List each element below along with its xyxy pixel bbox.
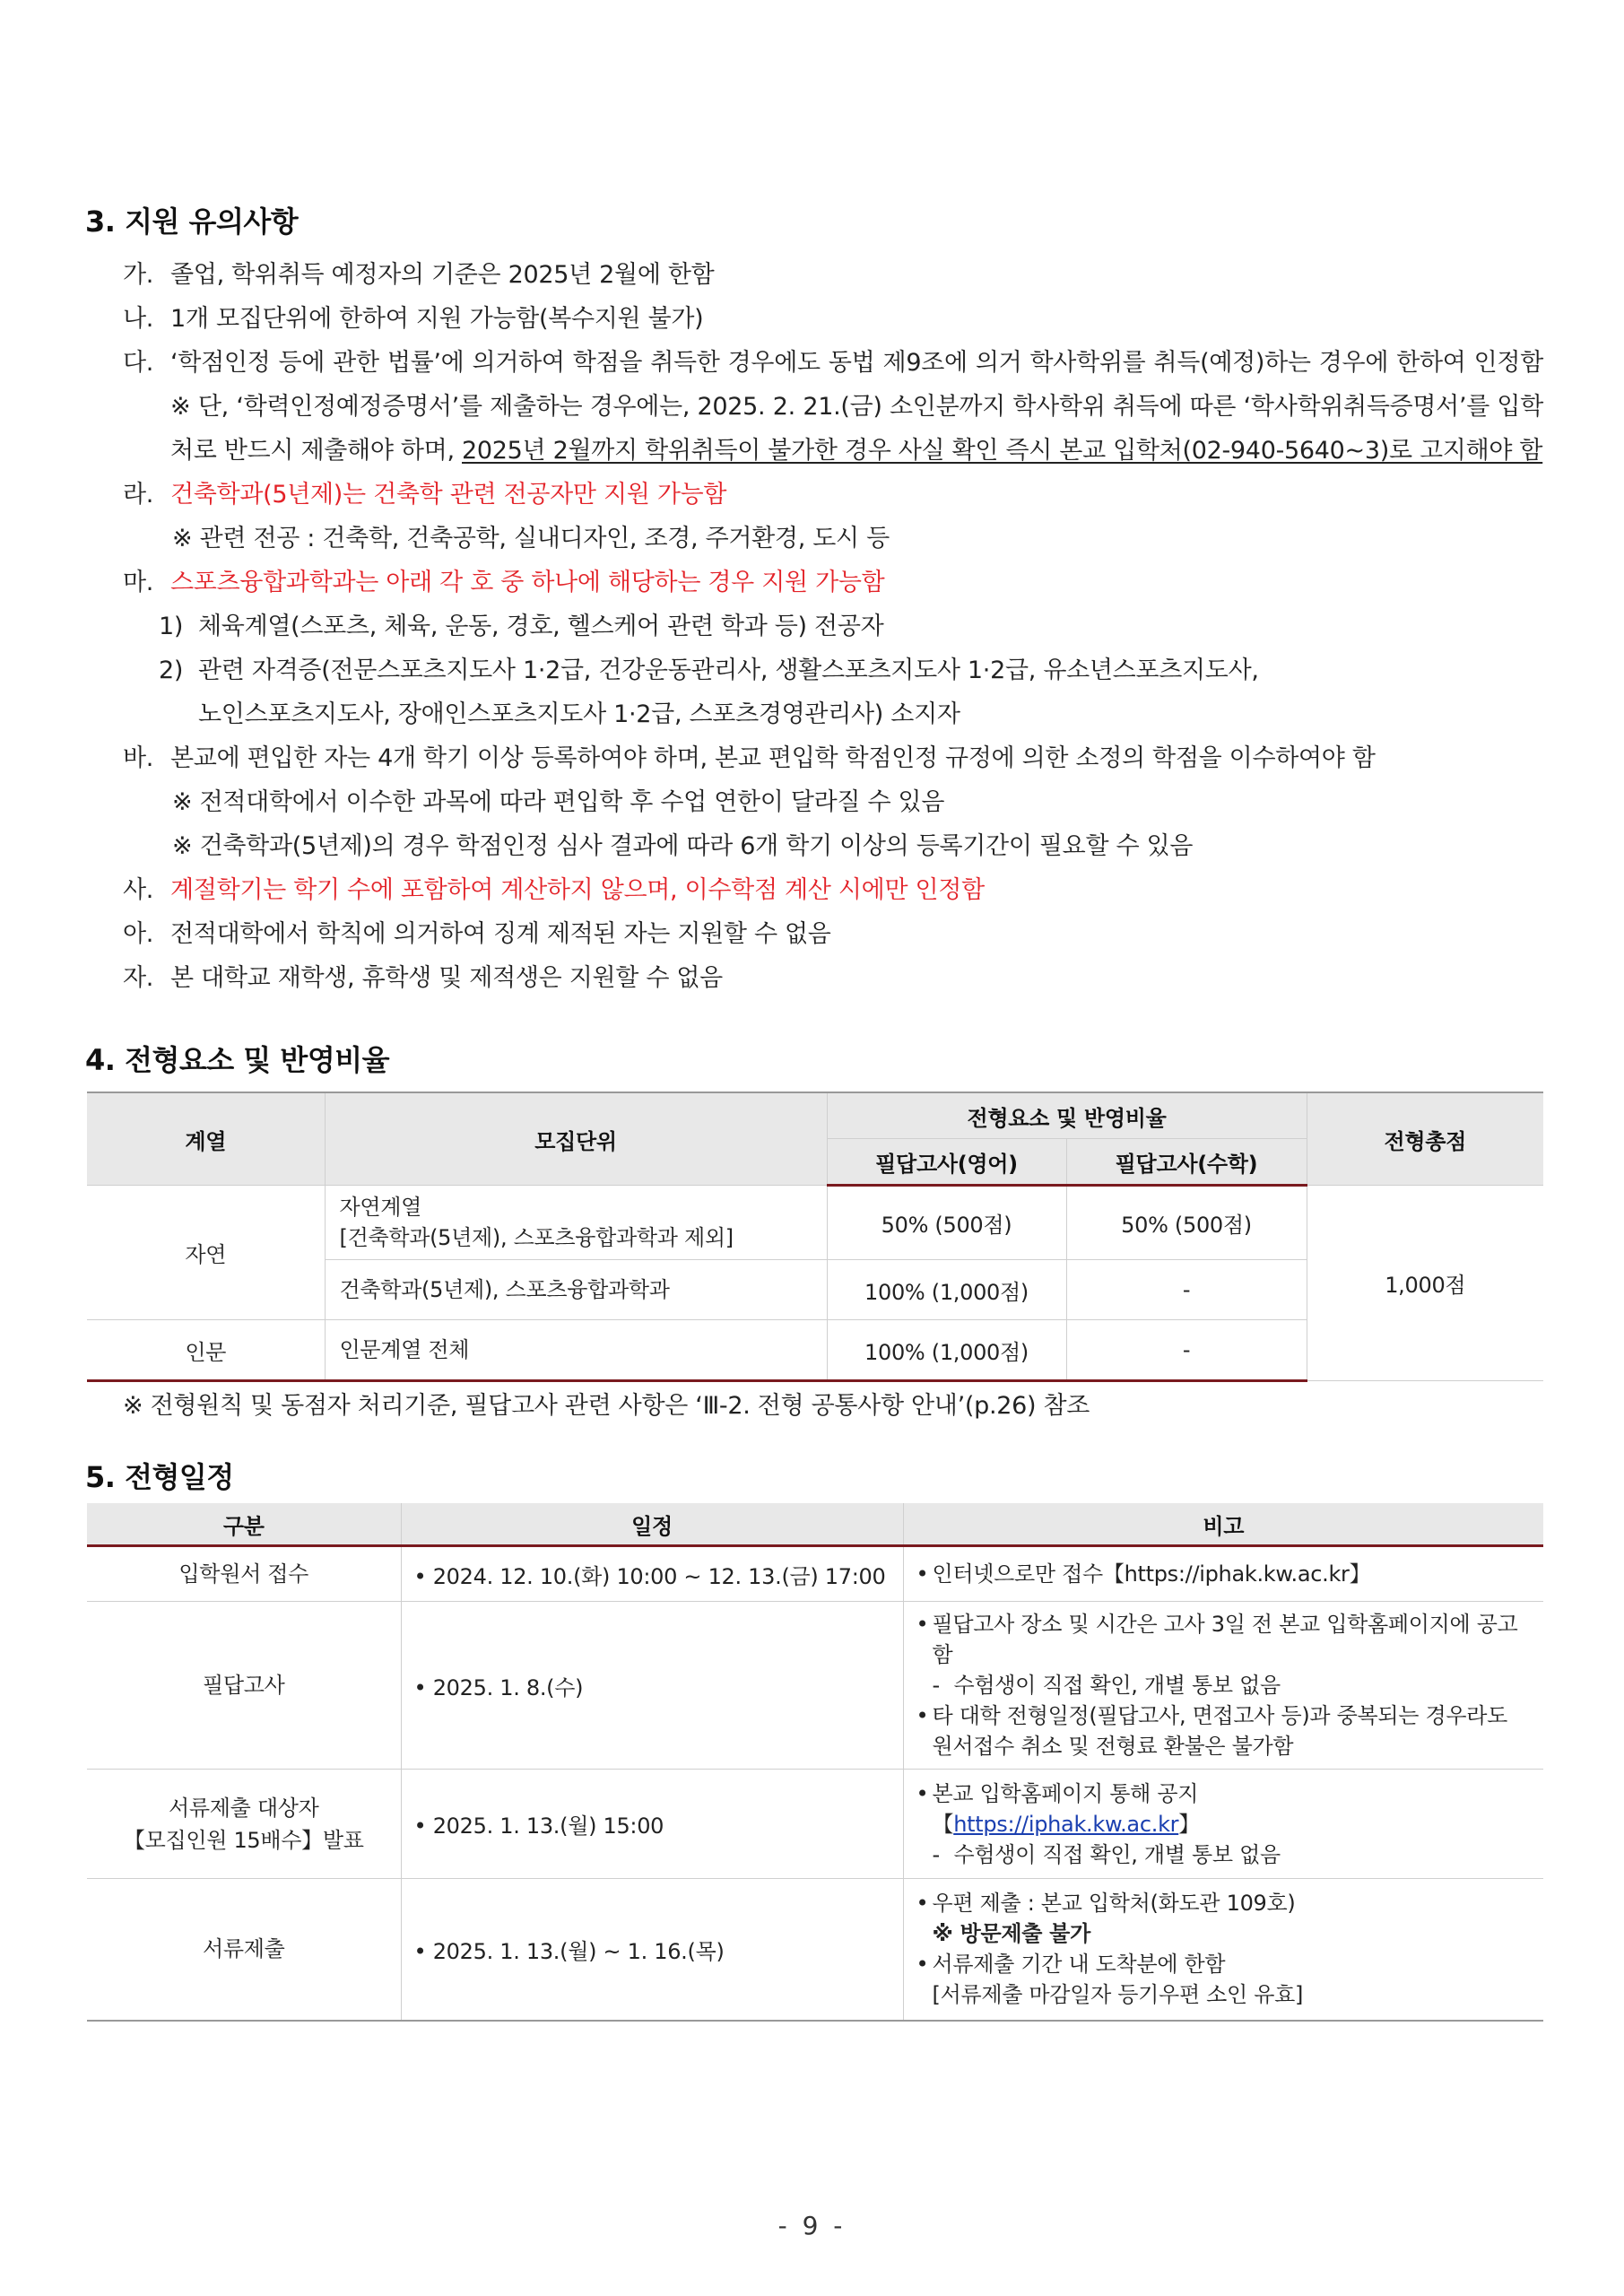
cell-total: 1,000점	[1307, 1186, 1543, 1381]
sub-item-line: 노인스포츠지도사, 장애인스포츠지도사 1·2급, 스포츠경영관리사) 소지자	[198, 700, 960, 728]
header-series: 계열	[87, 1092, 325, 1186]
bullet: •	[916, 1612, 929, 1637]
table-row	[87, 1546, 1543, 1602]
remark-link-line	[916, 1809, 1535, 1839]
cell-math: 50% (500점)	[1066, 1186, 1307, 1260]
remark-bold: ※ 방문제출 불가	[932, 1921, 1090, 1947]
cell-schedule	[401, 1546, 903, 1602]
bullet: •	[916, 1561, 929, 1587]
cell-category: 서류제출	[87, 1879, 401, 2021]
bullet: •	[413, 1563, 427, 1589]
homepage-link[interactable]: https://iphak.kw.ac.kr	[953, 1811, 1179, 1837]
cell-eng: 50% (500점)	[827, 1186, 1066, 1260]
sub-item-text: 체육계열(스포츠, 체육, 운동, 경호, 헬스케어 관련 학과 등) 전공자	[198, 613, 884, 640]
item-label: 자.	[123, 964, 154, 992]
cell-category: 필답고사	[87, 1602, 401, 1770]
table-row	[87, 1879, 1543, 2021]
highlight-text: 계절학기는 학기 수에 포함하여 계산하지 않으며, 이수학점 계산 시에만 인정함	[170, 876, 985, 904]
bullet: •	[916, 1891, 929, 1917]
sub-item-text	[198, 648, 1259, 736]
schedule-table	[87, 1503, 1543, 2022]
item-text: 본 대학교 재학생, 휴학생 및 제적생은 지원할 수 없음	[170, 964, 723, 992]
cell-remarks	[903, 1602, 1543, 1770]
bracket-close: 】	[1178, 1811, 1200, 1837]
sub-item-line: 관련 자격증(전문스포츠지도사 1·2급, 건강운동관리사, 생활스포츠지도사 1·2급, 유소년스포츠지도사,	[198, 657, 1259, 684]
item-label: 마.	[123, 569, 154, 596]
section-4-note: ※ 전형원칙 및 동점자 처리기준, 필답고사 관련 사항은 ‘Ⅲ-2. 전형 공통사항 안내’(p.26) 참조	[123, 1392, 1090, 1420]
remark-bullet	[916, 1559, 1535, 1589]
sub-item-1	[87, 604, 1543, 648]
item-ra	[87, 473, 1543, 517]
remark-text: 우편 제출 : 본교 입학처(화도관 109호)	[932, 1891, 1296, 1917]
bullet: •	[413, 1813, 427, 1839]
header-eng: 필답고사(영어)	[827, 1139, 1066, 1186]
item-text: 졸업, 학위취득 예정자의 기준은 2025년 2월에 한함	[170, 261, 715, 289]
cell-unit-line: 자연계열	[339, 1195, 422, 1220]
item-ba	[87, 736, 1543, 780]
remark-bullet	[916, 1609, 1535, 1670]
remark-text: 본교 입학홈페이지 통해 공지	[932, 1780, 1199, 1806]
item-ga	[87, 253, 1543, 297]
remark-text: 타 대학 전형일정(필답고사, 면접고사 등)과 중복되는 경우라도 원서접수 취소 및 전형료 환불은 불가함	[932, 1703, 1508, 1759]
cell-unit-line: [건축학과(5년제), 스포츠융합과학과 제외]	[339, 1225, 734, 1250]
bracket-open: 【	[932, 1811, 954, 1837]
item-na	[87, 297, 1543, 341]
remark-text: 수험생이 직접 확인, 개별 통보 없음	[953, 1673, 1281, 1698]
item-label: 가.	[123, 261, 154, 289]
category-line: 【모집인원 15배수】발표	[123, 1827, 364, 1853]
cell-category: 입학원서 접수	[87, 1546, 401, 1602]
cell-remarks	[903, 1879, 1543, 2021]
schedule-text: 2025. 1. 8.(수)	[432, 1674, 584, 1700]
document-page	[87, 199, 1543, 2022]
cell-schedule	[401, 1602, 903, 1770]
remark-text: 필답고사 장소 및 시간은 고사 3일 전 본교 입학홈페이지에 공고함	[932, 1612, 1518, 1667]
cell-schedule	[401, 1770, 903, 1879]
item-label: 다.	[123, 349, 154, 377]
header-category: 구분	[87, 1503, 401, 1546]
dash: -	[932, 1673, 940, 1698]
header-math: 필답고사(수학)	[1066, 1139, 1307, 1186]
header-total: 전형총점	[1307, 1092, 1543, 1186]
cell-math: -	[1066, 1320, 1307, 1381]
remark-text: [서류제출 마감일자 등기우편 소인 유효]	[932, 1982, 1304, 2008]
section-3-title: 3. 지원 유의사항	[85, 204, 299, 239]
bullet: •	[413, 1674, 427, 1700]
bullet: •	[413, 1938, 427, 1964]
item-label: 사.	[123, 876, 154, 904]
cell-series: 인문	[87, 1320, 325, 1381]
bullet: •	[916, 1703, 929, 1728]
header-elements: 전형요소 및 반영비율	[827, 1092, 1307, 1139]
note-ba-1: ※ 전적대학에서 이수한 과목에 따라 편입학 후 수업 연한이 달라질 수 있음	[172, 788, 945, 816]
sub-item-label: 1)	[159, 613, 184, 640]
cell-unit: 인문계열 전체	[325, 1320, 827, 1381]
item-text: 1개 모집단위에 한하여 지원 가능함(복수지원 불가)	[170, 305, 704, 333]
item-label: 바.	[123, 744, 154, 772]
table-row	[87, 1186, 1543, 1260]
section-5-title: 5. 전형일정	[85, 1460, 234, 1494]
cell-eng: 100% (1,000점)	[827, 1260, 1066, 1320]
schedule-text: 2024. 12. 10.(화) 10:00 ~ 12. 13.(금) 17:00	[432, 1563, 886, 1589]
category-line: 서류제출 대상자	[168, 1795, 319, 1821]
underlined-text: 2025년 2월까지 학위취득이 불가한 경우 사실 확인 즉시 본교 입학처(02-940-5640~3)로 고지해야 함	[462, 437, 1543, 465]
remark-bullet	[916, 1949, 1535, 1979]
remark-bullet	[916, 1700, 1535, 1761]
header-unit: 모집단위	[325, 1092, 827, 1186]
item-aa	[87, 912, 1543, 956]
item-text-part: ‘학점인정 등에 관한 법률’에 의거하여 학점을 취득한 경우에도 동법 제9조에 의거 학사학위를 취득(예정)하는 경우에 한하여 인정함 ※ 단, ‘학력인정예정증명서’를 제출하는 경우에는, 2025. 2. 21.(금) 소인분까지 학사학위 취득에 따른 ‘학사학위취득증명서’를 입학처로 반드시 제출해야 하며,	[170, 349, 1543, 465]
section-4	[87, 1038, 1543, 1428]
schedule-text: 2025. 1. 13.(월) ~ 1. 16.(목)	[432, 1938, 725, 1964]
note-ba-2: ※ 건축학과(5년제)의 경우 학점인정 심사 결과에 따라 6개 학기 이상의 등록기간이 필요할 수 있음	[172, 832, 1194, 860]
cell-category	[87, 1770, 401, 1879]
item-ma	[87, 561, 1543, 604]
cell-unit: 건축학과(5년제), 스포츠융합과학과	[325, 1260, 827, 1320]
item-label: 라.	[123, 481, 154, 509]
item-label: 아.	[123, 920, 154, 948]
item-text	[170, 341, 1543, 473]
page-number: - 9 -	[777, 2211, 847, 2240]
highlight-text: 스포츠융합과학과는 아래 각 호 중 하나에 해당하는 경우 지원 가능함	[170, 569, 885, 596]
weights-table	[87, 1091, 1543, 1382]
item-sa	[87, 868, 1543, 912]
cell-eng: 100% (1,000점)	[827, 1320, 1066, 1381]
header-schedule: 일정	[401, 1503, 903, 1546]
table-row	[87, 1602, 1543, 1770]
bullet: •	[916, 1952, 929, 1978]
cell-remarks	[903, 1546, 1543, 1602]
note-ra: ※ 관련 전공 : 건축학, 건축공학, 실내디자인, 조경, 주거환경, 도시 등	[172, 525, 890, 552]
item-label: 나.	[123, 305, 154, 333]
remark-dash	[916, 1670, 1535, 1700]
section-5	[87, 1455, 1543, 2022]
item-text: 전적대학에서 학칙에 의거하여 징계 제적된 자는 지원할 수 없음	[170, 920, 831, 948]
highlight-text: 건축학과(5년제)는 건축학 관련 전공자만 지원 가능함	[170, 481, 727, 509]
section-4-title: 4. 전형요소 및 반영비율	[85, 1043, 390, 1077]
bullet: •	[916, 1780, 929, 1806]
item-da	[87, 341, 1543, 473]
section-3	[87, 199, 1543, 1000]
sub-item-label: 2)	[159, 657, 184, 684]
section-3-items	[87, 253, 1543, 1000]
cell-unit	[325, 1186, 827, 1260]
table-header-row	[87, 1092, 1543, 1139]
dash: -	[932, 1841, 940, 1867]
header-remarks: 비고	[903, 1503, 1543, 1546]
remark-bullet	[916, 1888, 1535, 1918]
table-header-row	[87, 1503, 1543, 1546]
remark-text: 서류제출 기간 내 도착분에 한함	[932, 1952, 1226, 1978]
sub-item-2	[87, 648, 1543, 736]
table-row	[87, 1770, 1543, 1879]
item-text: 본교에 편입한 자는 4개 학기 이상 등록하여야 하며, 본교 편입학 학점인정 규정에 의한 소정의 학점을 이수하여야 함	[170, 744, 1376, 772]
schedule-text: 2025. 1. 13.(월) 15:00	[432, 1813, 664, 1839]
remark-text: 수험생이 직접 확인, 개별 통보 없음	[953, 1841, 1281, 1867]
remark-bullet	[916, 1779, 1535, 1809]
cell-remarks	[903, 1770, 1543, 1879]
cell-math: -	[1066, 1260, 1307, 1320]
remark-text: 인터넷으로만 접수【https://iphak.kw.ac.kr】	[932, 1561, 1371, 1587]
remark-dash	[916, 1839, 1535, 1870]
cell-schedule	[401, 1879, 903, 2021]
item-ja	[87, 956, 1543, 1000]
cell-series: 자연	[87, 1186, 325, 1320]
